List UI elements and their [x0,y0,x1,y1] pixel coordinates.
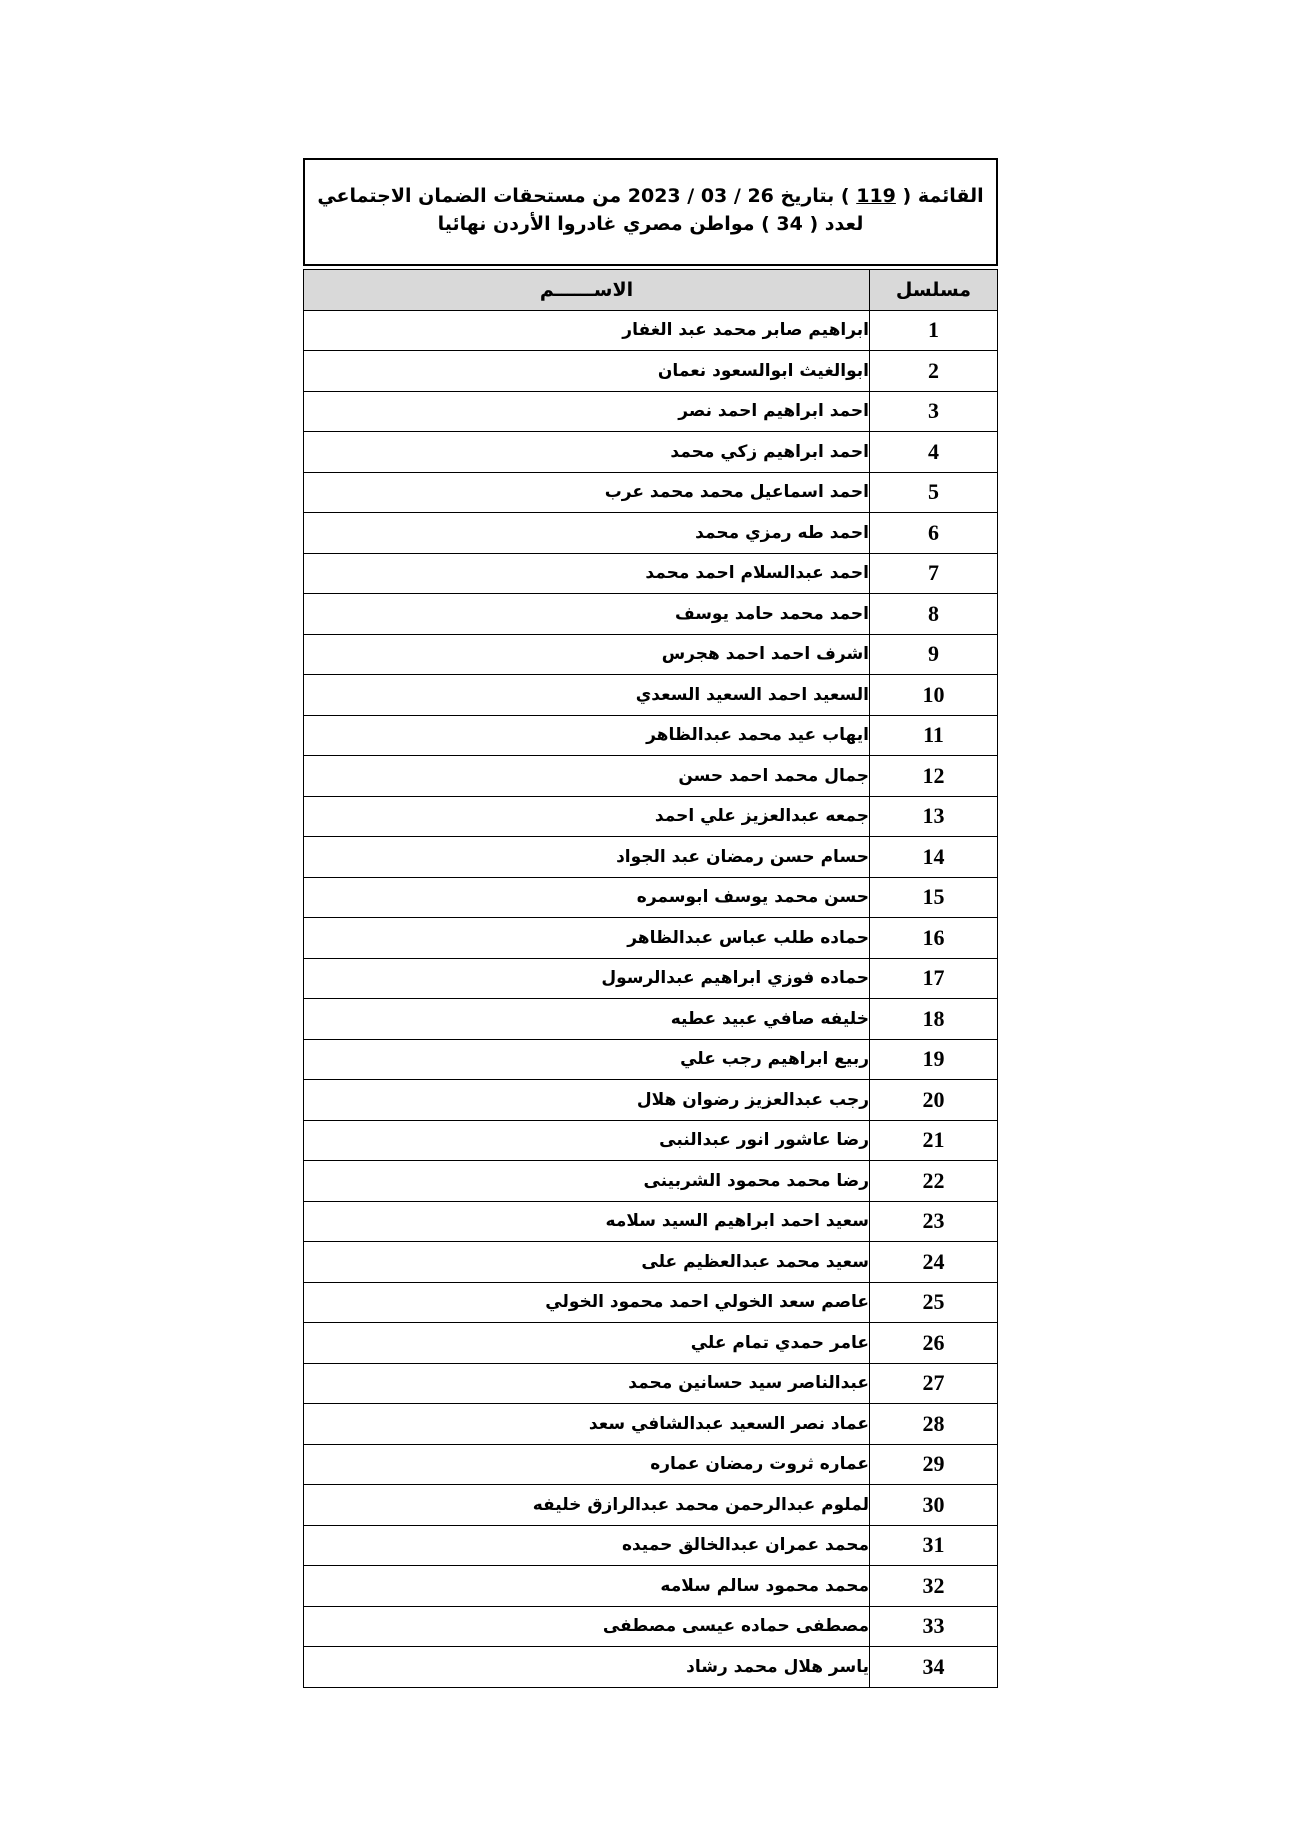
table-row [304,958,998,999]
serial-cell: 10 [870,675,998,716]
table-row [304,1606,998,1647]
serial-cell: 2 [870,351,998,392]
name-cell: سعيد احمد ابراهيم السيد سلامه [304,1201,870,1242]
table-row [304,1161,998,1202]
name-cell: عماد نصر السعيد عبدالشافي سعد [304,1404,870,1445]
name-cell: ابراهيم صابر محمد عبد الغفار [304,310,870,351]
name-cell: احمد محمد حامد يوسف [304,594,870,635]
name-cell: رضا عاشور انور عبدالنبى [304,1120,870,1161]
serial-cell: 13 [870,796,998,837]
document-title-box [303,158,998,266]
serial-cell: 3 [870,391,998,432]
name-cell: اشرف احمد احمد هجرس [304,634,870,675]
serial-cell: 27 [870,1363,998,1404]
serial-cell: 11 [870,715,998,756]
name-cell: حسن محمد يوسف ابوسمره [304,877,870,918]
name-cell: احمد عبدالسلام احمد محمد [304,553,870,594]
table-row [304,1080,998,1121]
name-cell: ابوالغيث ابوالسعود نعمان [304,351,870,392]
name-cell: جمال محمد احمد حسن [304,756,870,797]
serial-cell: 17 [870,958,998,999]
table-row [304,513,998,554]
name-cell: احمد ابراهيم زكي محمد [304,432,870,473]
serial-cell: 29 [870,1444,998,1485]
serial-cell: 12 [870,756,998,797]
name-cell: حماده فوزي ابراهيم عبدالرسول [304,958,870,999]
table-row [304,1201,998,1242]
name-cell: حماده طلب عباس عبدالظاهر [304,918,870,959]
table-row [304,837,998,878]
serial-cell: 15 [870,877,998,918]
table-row [304,1242,998,1283]
table-row [304,1485,998,1526]
serial-cell: 16 [870,918,998,959]
table-row [304,999,998,1040]
name-cell: السعيد احمد السعيد السعدي [304,675,870,716]
name-cell: عماره ثروت رمضان عماره [304,1444,870,1485]
header-name: الاســــــم [304,270,870,311]
name-cell: لملوم عبدالرحمن محمد عبدالرازق خليفه [304,1485,870,1526]
table-row [304,1404,998,1445]
table-row [304,877,998,918]
serial-cell: 19 [870,1039,998,1080]
serial-cell: 26 [870,1323,998,1364]
table-row [304,351,998,392]
name-cell: جمعه عبدالعزيز علي احمد [304,796,870,837]
table-row [304,1120,998,1161]
serial-cell: 20 [870,1080,998,1121]
title-line-1 [305,182,996,210]
serial-cell: 4 [870,432,998,473]
table-row [304,1444,998,1485]
serial-cell: 6 [870,513,998,554]
serial-cell: 33 [870,1606,998,1647]
serial-cell: 18 [870,999,998,1040]
table-row [304,1282,998,1323]
serial-cell: 23 [870,1201,998,1242]
name-cell: احمد طه رمزي محمد [304,513,870,554]
table-row [304,1566,998,1607]
table-row [304,756,998,797]
name-cell: ربيع ابراهيم رجب علي [304,1039,870,1080]
serial-cell: 21 [870,1120,998,1161]
name-cell: عامر حمدي تمام علي [304,1323,870,1364]
serial-cell: 25 [870,1282,998,1323]
title-line-2: لعدد ( 34 ) مواطن مصري غادروا الأردن نهائيا [437,213,864,235]
table-header [304,270,998,311]
name-cell: ايهاب عيد محمد عبدالظاهر [304,715,870,756]
table-row [304,472,998,513]
table-row [304,1039,998,1080]
table-row [304,675,998,716]
name-cell: ياسر هلال محمد رشاد [304,1647,870,1688]
table-row [304,715,998,756]
serial-cell: 7 [870,553,998,594]
name-cell: عبدالناصر سيد حسانين محمد [304,1363,870,1404]
header-serial: مسلسل [870,270,998,311]
names-table [303,269,998,1688]
name-cell: محمد محمود سالم سلامه [304,1566,870,1607]
table-row [304,1647,998,1688]
header-row [304,270,998,311]
list-number: 119 [856,185,896,207]
table-row [304,634,998,675]
name-cell: رضا محمد محمود الشربينى [304,1161,870,1202]
name-cell: احمد ابراهيم احمد نصر [304,391,870,432]
serial-cell: 22 [870,1161,998,1202]
name-cell: سعيد محمد عبدالعظيم على [304,1242,870,1283]
table-row [304,796,998,837]
name-cell: خليفه صافي عبيد عطيه [304,999,870,1040]
name-cell: محمد عمران عبدالخالق حميده [304,1525,870,1566]
serial-cell: 14 [870,837,998,878]
serial-cell: 30 [870,1485,998,1526]
serial-cell: 8 [870,594,998,635]
table-row [304,310,998,351]
table-row [304,1525,998,1566]
serial-cell: 5 [870,472,998,513]
title-prefix: القائمة ( [902,185,984,207]
serial-cell: 32 [870,1566,998,1607]
serial-cell: 9 [870,634,998,675]
table-row [304,1363,998,1404]
document-sheet [303,158,998,1688]
serial-cell: 24 [870,1242,998,1283]
table-row [304,391,998,432]
name-cell: رجب عبدالعزيز رضوان هلال [304,1080,870,1121]
title-suffix: ) بتاريخ 26 / 03 / 2023 من مستحقات الضمان الاجتماعي [317,185,850,207]
table-row [304,918,998,959]
name-cell: حسام حسن رمضان عبد الجواد [304,837,870,878]
table-row [304,594,998,635]
serial-cell: 28 [870,1404,998,1445]
name-cell: مصطفى حماده عيسى مصطفى [304,1606,870,1647]
table-row [304,432,998,473]
serial-cell: 34 [870,1647,998,1688]
serial-cell: 31 [870,1525,998,1566]
name-cell: عاصم سعد الخولي احمد محمود الخولي [304,1282,870,1323]
serial-cell: 1 [870,310,998,351]
table-body [304,310,998,1687]
name-cell: احمد اسماعيل محمد محمد عرب [304,472,870,513]
table-row [304,1323,998,1364]
table-row [304,553,998,594]
